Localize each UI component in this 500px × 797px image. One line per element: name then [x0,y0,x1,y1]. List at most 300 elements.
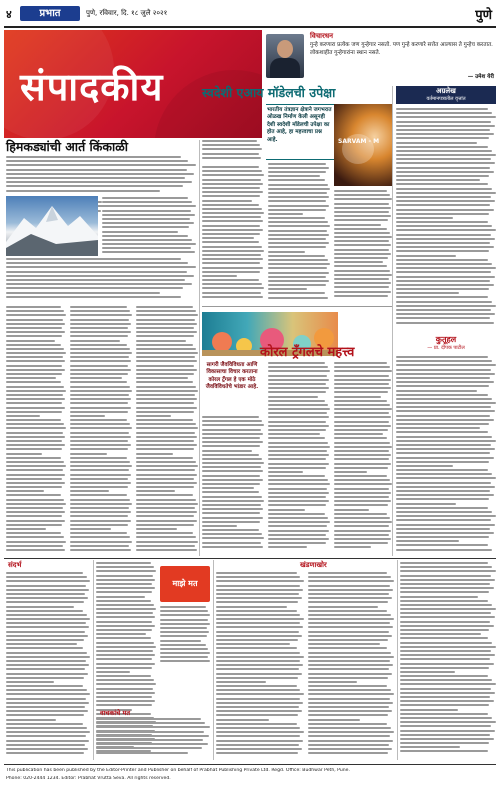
body-text-line [268,542,326,544]
body-text-line [6,702,89,704]
body-text-line [334,546,371,548]
body-text-line [202,450,252,452]
body-text-line [96,671,130,673]
body-text-line [6,639,84,641]
body-text-line [268,263,330,265]
body-text-line [160,644,206,646]
body-text-line [6,511,65,513]
body-text-line [396,317,490,319]
body-text-line [70,444,131,446]
body-text-line [160,606,206,608]
body-text-line [396,146,488,148]
middle-column-top [202,140,262,164]
body-text-line [396,436,492,438]
body-text-line [396,465,453,467]
body-text-line [400,625,494,627]
body-text-line [216,652,300,654]
body-text-line [400,717,492,719]
body-text-line [334,370,392,372]
body-text-line [396,390,477,392]
body-text-line [136,340,186,342]
body-text-line [400,683,496,685]
body-text-line [216,597,302,599]
body-text-line [334,282,391,284]
body-text-line [160,656,208,658]
body-text-line [6,398,65,400]
body-text-line [268,525,327,527]
body-text-line [202,466,261,468]
body-text-line [160,619,208,621]
body-text-line [334,500,391,502]
body-text-line [96,608,156,610]
body-text-line [400,650,491,652]
body-text-line [308,626,393,628]
body-text-line [6,507,63,509]
body-text-line [396,112,492,114]
body-text-line [334,190,387,192]
body-text-line [136,344,193,346]
body-text-line [6,740,89,742]
body-text-line [6,365,62,367]
body-text-line [136,503,198,505]
body-text-line [216,727,300,729]
body-text-line [70,494,127,496]
body-text-line [308,731,394,733]
body-text-line [216,618,304,620]
body-text-line [334,295,388,297]
himalaya-body-right [102,197,196,257]
body-text-line [334,467,388,469]
body-text-line [396,271,491,273]
body-text-line [136,520,197,522]
body-text-line [6,478,62,480]
body-text-line [216,723,297,725]
himalaya-col-3 [136,306,198,554]
body-text-line [268,500,329,502]
body-text-line [396,394,488,396]
body-text-line [70,348,130,350]
body-text-line [202,250,264,252]
body-text-line [6,482,65,484]
body-text-line [308,601,388,603]
body-text-line [202,148,262,150]
body-text-line [6,752,84,754]
body-text-line [396,377,490,379]
body-text-line [136,319,195,321]
body-text-line [334,404,390,406]
body-text-line [334,236,392,238]
body-text-line [136,323,197,325]
body-text-line [6,402,62,404]
body-text-line [268,163,326,165]
body-text-line [396,225,492,227]
body-text-line [216,710,302,712]
body-text-line [202,258,263,260]
body-text-line [216,614,300,616]
body-text-line [136,478,194,480]
body-text-line [70,436,131,438]
body-text-line [136,327,194,329]
body-text-line [308,668,389,670]
body-text-line [308,576,391,578]
body-text-line [202,208,262,210]
body-text-line [136,348,196,350]
body-text-line [6,258,181,260]
body-text-line [96,621,152,623]
body-text-line [136,407,197,409]
body-text-line [6,271,187,273]
body-text-line [96,663,155,665]
body-text-line [216,593,299,595]
body-text-line [202,183,263,185]
body-text-line [334,244,391,246]
body-text-line [102,197,188,199]
body-text-line [396,183,488,185]
body-text-line [6,287,183,289]
body-text-line [6,499,64,501]
body-text-line [6,457,61,459]
body-text-line [308,685,387,687]
body-text-line [396,373,495,375]
body-text-line [202,241,259,243]
body-text-line [96,739,203,741]
body-text-line [136,331,197,333]
body-text-line [6,710,88,712]
body-text-line [202,144,260,146]
body-text-line [202,216,261,218]
body-text-line [6,275,194,277]
body-text-line [268,429,326,431]
body-text-line [70,536,130,538]
body-text-line [136,444,197,446]
body-text-line [96,562,151,564]
side-header-title: अग्रलेख [436,87,456,95]
body-text-line [6,160,188,162]
body-text-line [396,507,488,509]
side-column-text-2 [396,356,496,554]
body-text-line [268,404,328,406]
body-text-line [136,335,194,337]
body-text-line [400,633,481,635]
body-text-line [334,207,391,209]
body-text-line [96,583,152,585]
body-text-line [70,394,129,396]
body-text-line [96,683,156,685]
body-text-line [216,685,297,687]
editorial-banner [4,30,262,138]
body-text-line [396,532,494,534]
box1-title: संदर्भ [8,561,22,569]
body-text-line [396,423,489,425]
body-text-line [136,352,198,354]
body-text-line [202,174,264,176]
body-text-line [6,532,61,534]
body-text-line [308,740,393,742]
body-text-line [136,411,194,413]
body-text-line [70,335,128,337]
body-text-line [334,391,388,393]
body-text-line [334,458,389,460]
body-text-line [136,356,195,358]
body-text-line [396,536,489,538]
body-text-line [160,610,208,612]
body-text-line [400,725,491,727]
body-text-line [400,679,492,681]
body-text-line [6,352,66,354]
body-text-line [6,572,83,574]
body-text-line [202,512,260,514]
body-text-line [334,400,387,402]
body-text-line [334,475,387,477]
body-text-line [268,538,329,540]
body-text-line [268,167,329,169]
body-text-line [308,572,387,574]
body-text-line [96,675,151,677]
body-text-line [136,386,196,388]
body-text-line [136,402,194,404]
body-text-line [334,425,391,427]
body-text-line [334,375,389,377]
body-text-line [396,238,495,240]
body-text-line [268,521,330,523]
body-text-line [136,415,171,417]
body-text-line [96,700,155,702]
body-text-line [202,504,261,506]
kutuhal-sub: — प्रा. दीपक पाटील [427,345,465,351]
body-text-line [70,314,132,316]
body-text-line [308,631,389,633]
body-text-line [6,660,86,662]
body-text-line [400,604,492,606]
body-text-line [6,469,63,471]
body-text-line [6,266,196,268]
body-text-line [136,515,194,517]
body-text-line [268,213,303,215]
body-text-line [334,483,392,485]
body-text-line [6,689,87,691]
date-line: पुणे, रविवार, दि. १८ जुलै २०२१ [86,9,168,17]
body-text-line [396,188,492,190]
body-text-line [70,469,129,471]
body-text-line [202,254,261,256]
body-text-line [396,494,494,496]
body-text-line [202,445,260,447]
body-text-line [396,385,489,387]
body-text-line [308,681,357,683]
body-text-line [202,508,263,510]
body-text-line [334,274,392,276]
body-text-line [334,412,389,414]
body-text-line [400,704,489,706]
body-text-line [268,242,329,244]
body-text-line [6,465,66,467]
body-text-line [202,195,260,197]
body-text-line [268,509,305,511]
body-text-line [396,133,494,135]
body-text-line [396,288,489,290]
body-text-line [396,457,494,459]
body-text-line [334,291,391,293]
body-text-line [308,593,389,595]
body-text-line [268,200,326,202]
body-text-line [6,279,185,281]
body-text-line [6,448,62,450]
body-text-line [308,714,388,716]
body-text-line [396,427,480,429]
body-text-line [70,310,130,312]
body-text-line [202,424,264,426]
body-text-line [268,366,328,368]
box2-text-right [160,606,210,666]
side-header-sub: वर्तमानपत्रातील वृत्तांत [426,96,466,102]
body-text-line [202,157,261,159]
body-text-line [308,639,388,641]
body-text-line [268,492,329,494]
body-text-line [202,479,263,481]
body-text-line [202,496,262,498]
body-text-line [268,284,326,286]
body-text-line [96,600,151,602]
body-text-line [102,243,196,245]
body-text-line [70,423,130,425]
body-text-line [6,685,83,687]
body-text-line [70,499,130,501]
body-text-line [308,614,391,616]
body-text-line [400,575,491,577]
body-text-line [268,454,329,456]
logo [20,6,80,21]
body-text-line [334,203,389,205]
box3-col-2 [308,572,394,758]
body-text-line [136,545,195,547]
body-text-line [308,622,390,624]
body-text-line [400,738,494,740]
box4-text [400,562,496,758]
body-text-line [308,589,393,591]
body-text-line [6,528,46,530]
body-text-line [396,369,491,371]
body-text-line [268,458,326,460]
body-text-line [6,262,188,264]
body-text-line [96,743,208,745]
body-text-line [202,246,262,248]
body-text-line [70,327,128,329]
body-text-line [268,280,329,282]
body-text-line [6,486,62,488]
body-text-line [96,591,152,593]
coral-col-1 [202,416,264,554]
body-text-line [6,677,84,679]
body-text-line [216,677,298,679]
body-text-line [102,222,194,224]
body-text-line [160,627,207,629]
body-text-line [268,184,328,186]
body-text-line [70,369,131,371]
body-text-line [334,534,389,536]
body-text-line [400,583,490,585]
body-text-line [216,635,302,637]
body-text-line [136,310,196,312]
body-text-line [216,744,299,746]
body-text-line [268,188,330,190]
body-text-line [334,198,392,200]
body-text-line [400,730,495,732]
body-text-line [6,377,56,379]
body-text-line [96,642,154,644]
body-text-line [334,442,390,444]
body-text-line [334,249,389,251]
body-text-line [396,167,490,169]
body-text-line [70,381,127,383]
body-text-line [202,525,237,527]
body-text-line [396,196,491,198]
body-text-line [308,693,394,695]
body-text-line [396,490,490,492]
body-text-line [136,453,173,455]
body-text-line [396,116,496,118]
body-text-line [216,572,297,574]
body-text-line [268,179,325,181]
body-text-line [136,423,196,425]
body-text-line [334,488,389,490]
body-text-line [202,521,260,523]
body-text-line [6,723,83,725]
body-text-line [216,631,299,633]
body-text-line [216,639,298,641]
body-text-line [268,421,326,423]
body-text-line [6,373,62,375]
body-text-line [96,604,154,606]
body-text-line [6,314,66,316]
body-text-line [396,322,494,324]
body-text-line [102,210,191,212]
body-text-line [96,579,155,581]
body-text-line [96,612,153,614]
body-text-line [268,171,326,173]
sarvam-label: SARVAM - M [338,138,380,145]
body-text-line [160,652,210,654]
body-text-line [334,446,392,448]
body-text-line [268,433,320,435]
body-text-line [216,702,303,704]
body-text-line [70,340,120,342]
body-text-line [334,278,389,280]
body-text-line [6,432,63,434]
body-text-line [202,533,262,535]
body-text-line [216,689,300,691]
body-text-line [96,747,202,749]
body-text-line [70,365,128,367]
body-text-line [334,211,389,213]
body-text-line [396,162,495,164]
body-text-line [70,507,129,509]
body-text-line [268,479,328,481]
body-text-line [334,270,390,272]
body-text-line [308,643,380,645]
body-text-line [202,500,264,502]
body-text-line [268,246,326,248]
body-text-line [268,362,325,364]
himalaya-col-1 [6,306,66,554]
body-text-line [202,191,263,193]
body-text-line [202,204,259,206]
body-text-line [136,474,197,476]
body-text-line [400,637,488,639]
body-text-line [70,390,132,392]
body-text-line [268,272,329,274]
body-text-line [216,589,303,591]
body-text-line [396,524,495,526]
